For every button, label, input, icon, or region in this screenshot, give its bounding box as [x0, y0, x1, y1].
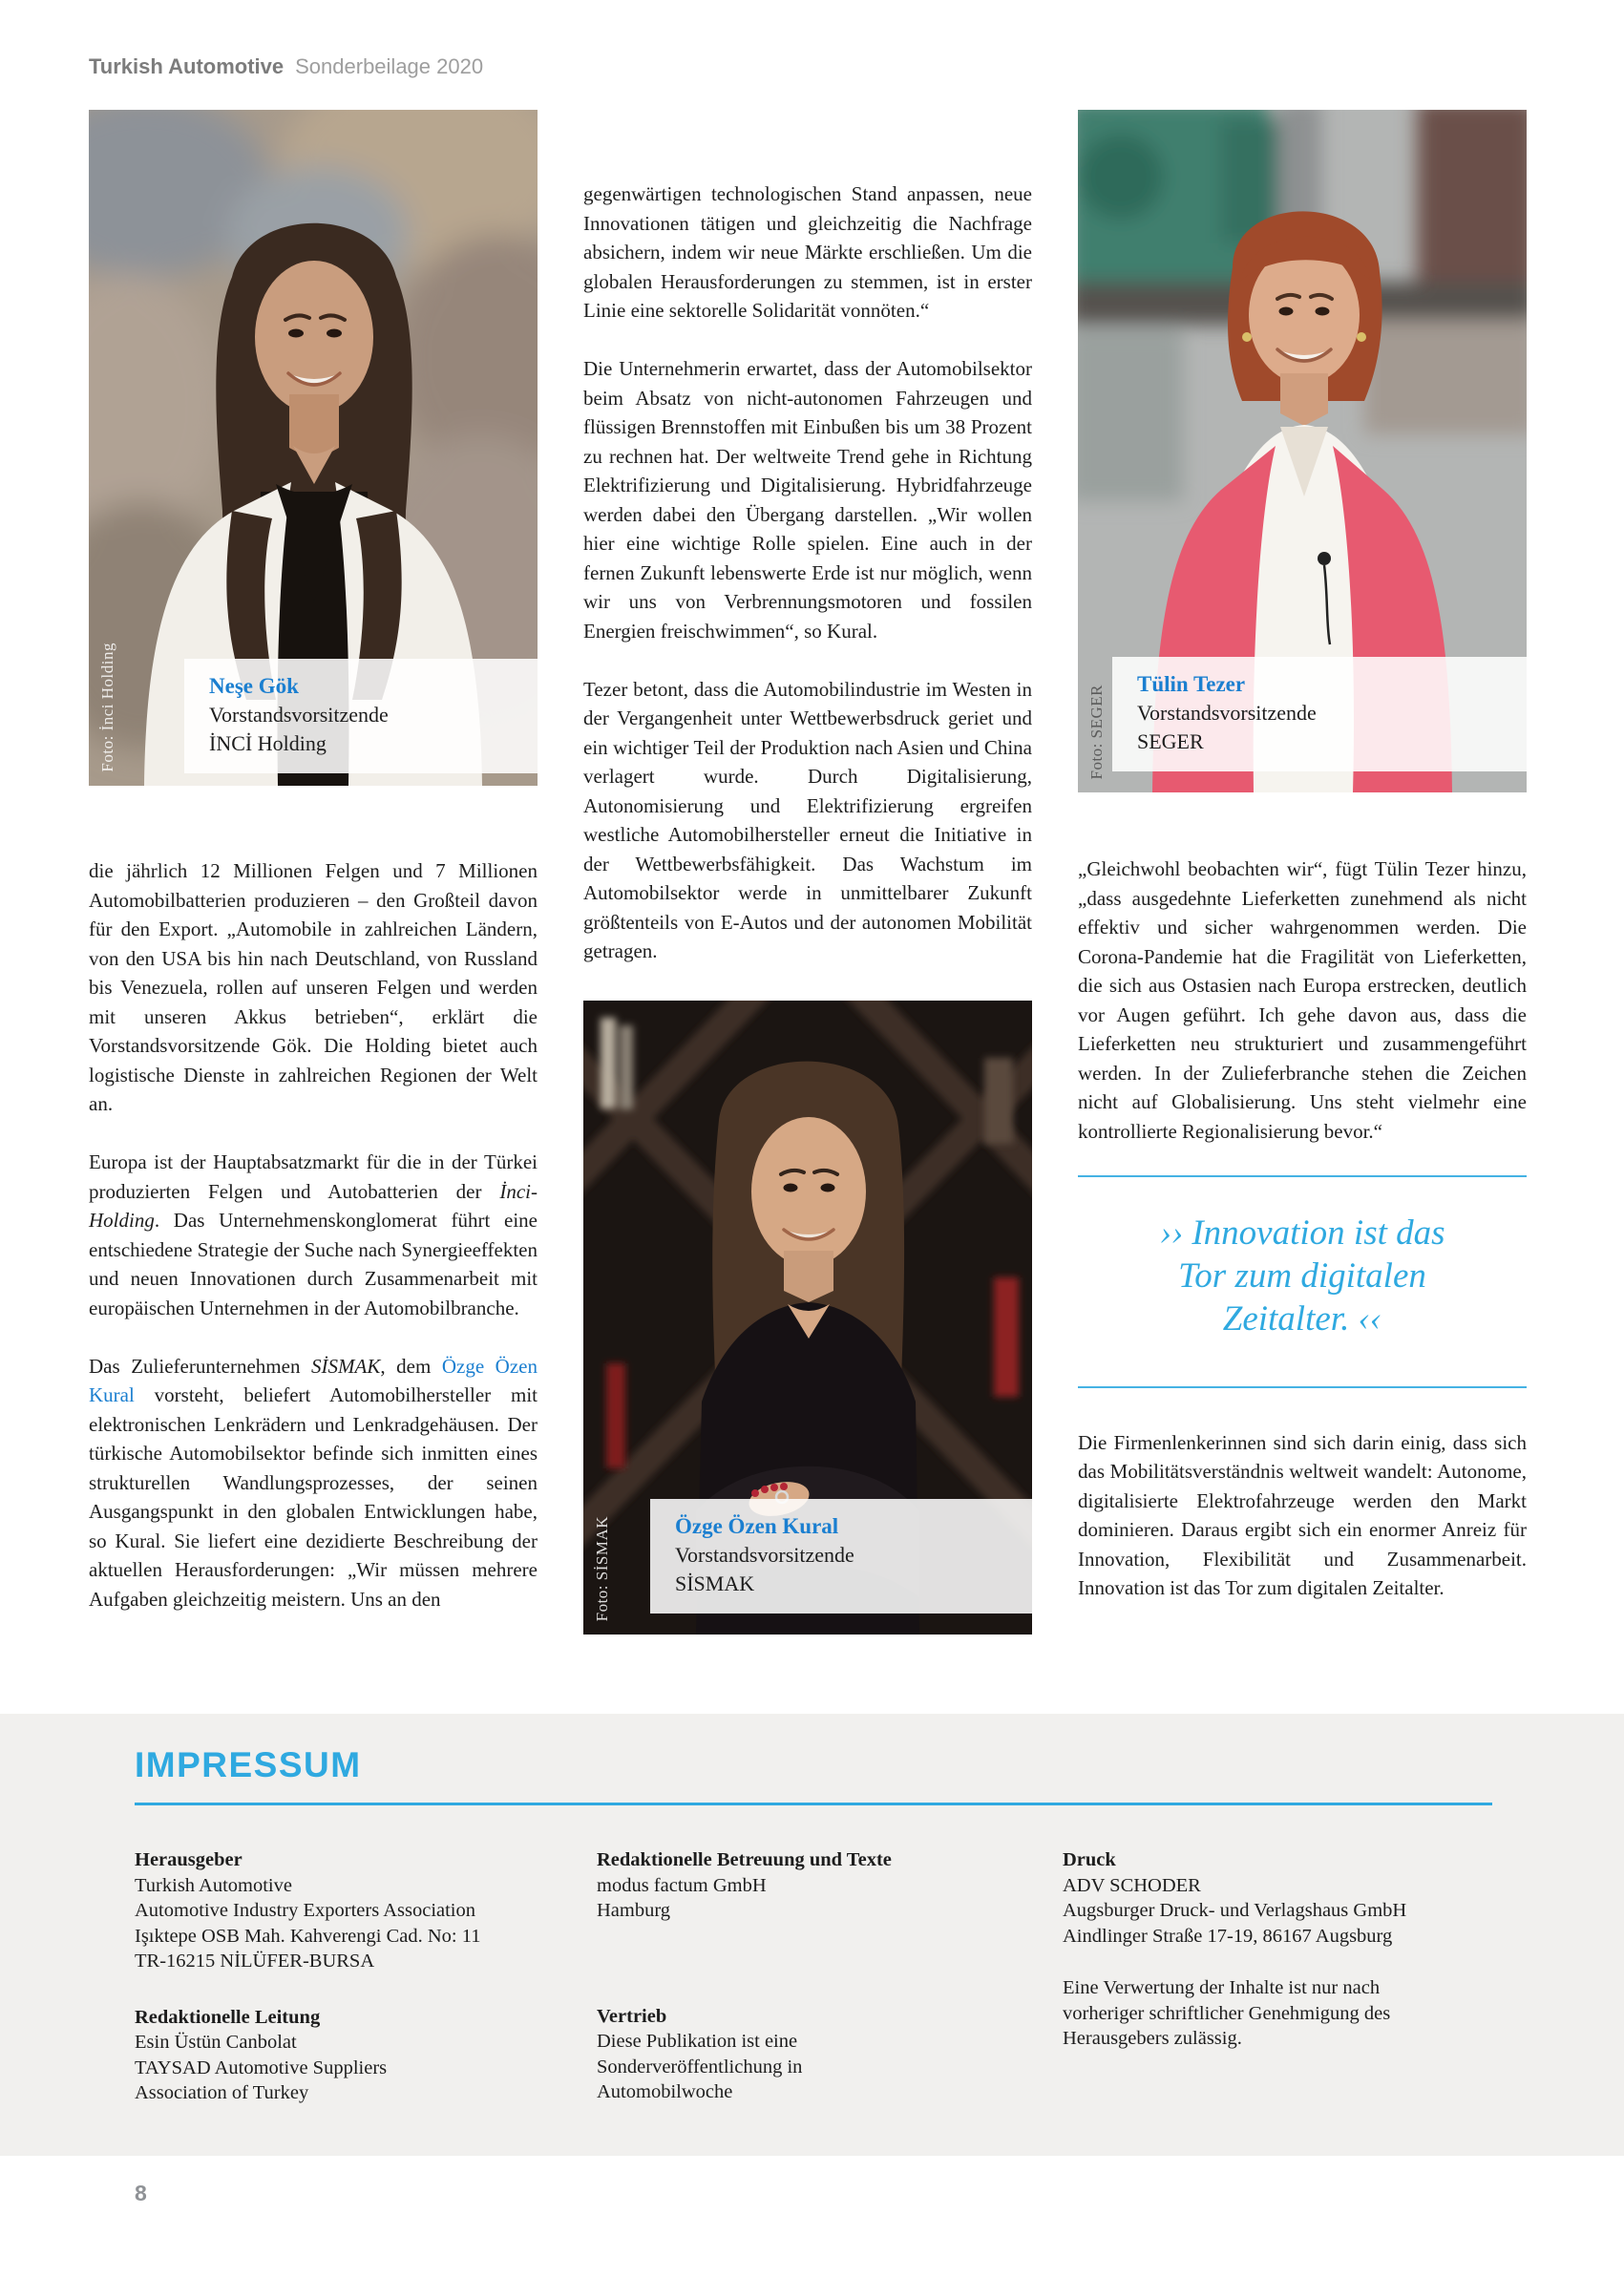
pull-quote-text: ›› Innovation ist das Tor zum digitalen Zeitalter. ‹‹ [1159, 1213, 1445, 1339]
impressum-line: Herausgebers zulässig. [1063, 2028, 1242, 2049]
impressum-line: Aindlinger Straße 17-19, 86167 Augsburg [1063, 1925, 1393, 1947]
person-role: Vorstandsvorsitzende [675, 1543, 854, 1567]
impressum-title: IMPRESSUM [135, 1745, 362, 1784]
photo-credit: Foto: İnci Holding [98, 643, 116, 772]
impressum-line: Association of Turkey [135, 2082, 309, 2103]
person-name: Özge Özen Kural [675, 1514, 839, 1538]
impressum-block [597, 1847, 1036, 1924]
pull-quote [1078, 1175, 1527, 1388]
impressum-line: Hamburg [597, 1900, 671, 1921]
paragraph: die jährlich 12 Millionen Felgen und 7 Millionen Automobilbatterien produzieren – den Großteil davon für den Export. „Automobile in zahlreichen Ländern, von den USA bis hin nach Deutschland, von Russland bis Venezuela, rollen auf unseren Felgen und werden mit unseren Akkus betrieben“, erklärt die Vorstandsvorsitzende Gök. Die Holding bietet auch logistische Dienste in zahlreichen Regionen der Welt an. [89, 859, 538, 1115]
paragraph: Tezer betont, dass die Automobilindustrie im Westen in der Vergangenheit unter Wettbewerbsdruck geriet und ein wichtiger Teil der Produktion nach Asien und China verlagert wurde. Durch Digitalisierung, Autonomisierung und Elektrifizierung ergreifen westliche Automobilhersteller erneut die Initiative in der Wettbewerbsfähigkeit. Das Wachstum im Automobilsektor werde in unmittelbarer Zukunft größtenteils von E-Autos und der autonomen Mobilität getragen. [583, 677, 1032, 962]
impressum-block [135, 2005, 574, 2106]
impressum-line: Turkish Automotive [135, 1874, 292, 1896]
person-role: Vorstandsvorsitzende [1137, 701, 1317, 725]
portrait-photo-tulin-tezer [1078, 110, 1527, 792]
paragraph: Die Firmenlenkerinnen sind sich darin einig, dass sich das Mobilitätsverständnis weltweit wandelt: Autonome, digitalisierte Elektrofahrzeuge werden den Markt dominieren. Daraus ergibt sich ein enormer Anreiz für Innovation, Flexibilität und Zusammenarbeit. Innovation ist das Tor zum digitalen Zeitalter. [1078, 1430, 1527, 1599]
impressum-block [1063, 1847, 1530, 1949]
paragraph: Die Unternehmerin erwartet, dass der Automobilsektor beim Absatz von nicht-autonomen Fahrzeugen und flüssigen Brennstoffen mit Einbußen bis um 38 Prozent zu rechnen hat. Der weltweite Trend gehe in Richtung Elektrifizierung und Digitalisierung. Hybridfahrzeuge werden dabei den Übergang darstellen. „Wir wollen hier eine wichtige Rolle spielen. Eine auch in der fernen Zukunft lebenswerte Erde ist nur möglich, wenn wir uns von Verbrennungsmotoren und fossilen Energien freischwimmen“, so Kural. [583, 357, 1032, 643]
text-run: Europa ist der Hauptabsatzmarkt für die in der Türkei produzierten Felgen und Autobatterien der [89, 1150, 538, 1203]
impressum-heading: Vertrieb [597, 2005, 667, 2027]
article-column-right [1078, 854, 1527, 1632]
impressum-line: Automotive Industry Exporters Association [135, 1900, 475, 1921]
impressum-line: vorheriger schriftlicher Genehmigung des [1063, 2002, 1391, 2024]
text-run: Das Zulieferunternehmen [89, 1354, 311, 1378]
photo-credit: Foto: SEGER [1087, 684, 1106, 779]
person-company: İNCİ Holding [209, 731, 327, 755]
impressum-block [597, 2004, 1036, 2105]
impressum-line: Augsburger Druck- und Verlagshaus GmbH [1063, 1900, 1407, 1921]
impressum-line: Sonderveröffentlichung in [597, 2056, 803, 2078]
impressum-heading: Herausgeber [135, 1849, 243, 1870]
impressum-line: Esin Üstün Canbolat [135, 2032, 297, 2053]
page-number: 8 [135, 2181, 147, 2205]
impressum-line: Işıktepe OSB Mah. Kahverengi Cad. No: 11 [135, 1925, 481, 1947]
text-run: . Das Unternehmenskonglomerat führt eine entschiedene Strategie der Suche nach Synergieeffekten und neuen Innovationen durch Zusammenarbeit mit europäischen Unternehmen in der Automobilbranche. [89, 1209, 538, 1319]
impressum-section [0, 1714, 1624, 2156]
text-run: , dem [380, 1354, 442, 1378]
impressum-heading: Redaktionelle Betreuung und Texte [597, 1849, 892, 1870]
impressum-block [135, 1847, 574, 1974]
impressum-line: TAYSAD Automotive Suppliers [135, 2057, 388, 2078]
photo-caption [650, 1499, 1032, 1614]
photo-caption [1112, 657, 1527, 771]
impressum-column-druck [1063, 1847, 1530, 2052]
person-company: SİSMAK [675, 1571, 755, 1595]
paragraph [89, 1352, 538, 1614]
paragraph: gegenwärtigen technologischen Stand anpassen, neue Innovationen tätigen und gleichzeitig die Nachfrage absichern, indem wir neue Märkte erschließen. Um die globalen Herausforderungen zu stemmen, ist in erster Linie eine sektorelle Solidarität vonnöten.“ [583, 182, 1032, 322]
company-name-italic: SİSMAK [311, 1354, 381, 1378]
person-name-highlight: Özge Özen Kural [89, 1354, 538, 1406]
portrait-photo-ozge-ozen-kural [583, 1001, 1032, 1635]
paragraph [89, 1148, 538, 1322]
impressum-line: modus factum GmbH [597, 1874, 767, 1896]
impressum-line: Eine Verwertung der Inhalte ist nur nach [1063, 1977, 1381, 1998]
impressum-line: ADV SCHODER [1063, 1874, 1201, 1896]
person-name: Neşe Gök [209, 674, 299, 698]
company-name-italic: İnci-Holding [89, 1179, 538, 1232]
person-name: Tülin Tezer [1137, 672, 1246, 696]
impressum-line: Automobilwoche [597, 2081, 733, 2102]
photo-caption [184, 659, 538, 773]
article-column-left [89, 856, 538, 1643]
paragraph: „Gleichwohl beobachten wir“, fügt Tülin Tezer hinzu, „dass ausgedehnte Lieferketten zunehmend als nicht effektiv und sicher wahrgenommen werden. Die Corona-Pandemie hat die Fragilität von Lieferketten, die sich aus Ostasien nach Europa erstrecken, deutlich vor Augen geführt. Ich gehe davon aus, dass die Lieferketten neu strukturiert und zusammengeführt werden. In der Zulieferbranche stehen die Zeichen nicht auf Globalisierung. Uns steht vielmehr eine kontrollierte Regionalisierung bevor.“ [1078, 857, 1527, 1143]
photo-credit: Foto: SİSMAK [593, 1515, 611, 1621]
impressum-line: Diese Publikation ist eine [597, 2031, 798, 2052]
text-run: vorsteht, beliefert Automobilhersteller mit elektronischen Lenkrädern und Lenkradgehäusen. Der türkische Automobilsektor befinde sich inmitten eines strukturellen Wandlungsprozesses, der seinen Ausgangspunkt in den globalen Entwicklungen habe, so Kural. Sie liefert eine dezidierte Beschreibung der aktuellen Herausforderungen: „Wir müssen mehrere Aufgaben gleichzeitig meistern. Uns an den [89, 1383, 538, 1611]
impressum-column-redaktion [597, 1847, 1036, 2105]
impressum-block [1063, 1975, 1530, 2052]
person-role: Vorstandsvorsitzende [209, 703, 389, 727]
edition-label: Sonderbeilage 2020 [295, 54, 484, 78]
impressum-heading: Redaktionelle Leitung [135, 2006, 321, 2028]
impressum-column-herausgeber [135, 1847, 574, 2106]
impressum-heading: Druck [1063, 1849, 1116, 1870]
person-company: SEGER [1137, 729, 1204, 753]
page-header [89, 54, 483, 79]
impressum-line: TR-16215 NİLÜFER-BURSA [135, 1951, 375, 1972]
publication-name: Turkish Automotive [89, 54, 285, 78]
portrait-photo-nese-gok [89, 110, 538, 786]
impressum-divider [135, 1803, 1492, 1805]
article-column-middle [583, 179, 1032, 995]
